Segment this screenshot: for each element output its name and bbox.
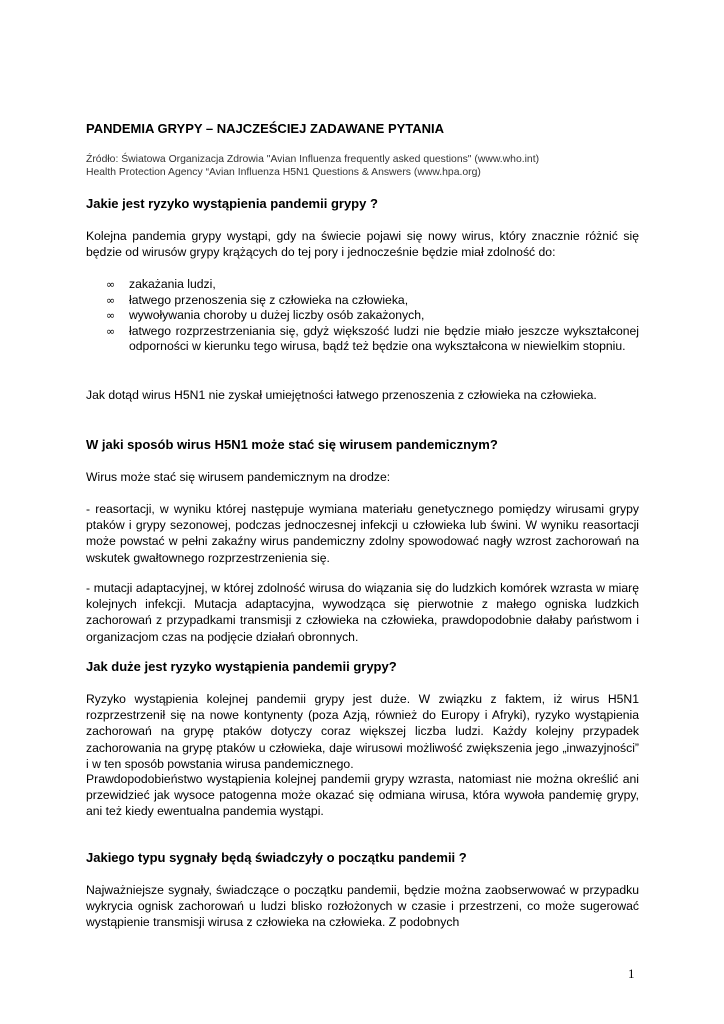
list-item-text: łatwego rozprzestrzeniania się, gdyż większość ludzi nie będzie miało jeszcze wykształconej odporności w kierunku tego wirusa, bądź też będzie ona wykształcona w niewielkim stopniu.	[129, 323, 639, 354]
list-item	[86, 324, 639, 355]
infinity-bullet-icon: ∞	[106, 278, 116, 291]
list-item-text: wywoływania choroby u dużej liczby osób zakażonych,	[129, 308, 425, 323]
source-line-who: Źródło: Światowa Organizacja Zdrowia "Avian Influenza frequently asked questions" (www.who.int)	[86, 154, 540, 165]
section-3-paragraph-1: Ryzyko wystąpienia kolejnej pandemii grypy jest duże. W związku z faktem, iż wirus H5N1 rozprzestrzenił się na nowe kontynenty (poza Azją, również do Europy i Afryki), ryzyko wystąpienia zachorowań na grypę ptaków dotyczy coraz większej liczba ludzi. Każdy kolejny przypadek zachorowania na grypę ptaków u człowieka, daje wirusowi możliwość zwiększenia jego „inwazyjności” i w ten sposób powstania wirusa pandemicznego.	[86, 692, 639, 771]
section-4-paragraph-1: Najważniejsze sygnały, świadczące o początku pandemii, będzie można zaobserwować w przypadku wykrycia ognisk zachorowań u ludzi blisko rozłożonych w czasie i przestrzeni, co może sugerować wystąpienie transmisji wirusa z człowieka na człowieka. Z podobnych	[86, 883, 639, 930]
list-item	[86, 293, 639, 309]
section-2-paragraph-reassortment: - reasortacji, w wyniku której następuje wymiana materiału genetycznego pomiędzy wirusami grypy ptaków i grypy sezonowej, podczas jednoczesnej infekcji u człowieka lub świni. W wyniku reasortacji może powstać w pełni zakaźny wirus pandemiczny zdolny spowodować nagły wzrost zachorowań na wskutek gwałtownego rozprzestrzenienia się.	[86, 502, 639, 565]
source-note	[86, 153, 639, 179]
list-item-text: łatwego przenoszenia się z człowieka na człowieka,	[129, 292, 409, 307]
section-heading-risk-size: Jak duże jest ryzyko wystąpienia pandemii grypy?	[86, 659, 397, 674]
list-item	[86, 308, 639, 324]
section-1-outro: Jak dotąd wirus H5N1 nie zyskał umiejętności łatwego przenoszenia z człowieka na człowieka.	[86, 388, 597, 402]
section-1-intro: Kolejna pandemia grypy wystąpi, gdy na świecie pojawi się nowy wirus, który znacznie różnić się będzie od wirusów grypy krążących do tej pory i jednocześnie będzie miał zdolność do:	[86, 229, 639, 260]
infinity-bullet-icon: ∞	[106, 324, 116, 338]
infinity-bullet-icon: ∞	[106, 293, 116, 307]
infinity-bullet-icon: ∞	[106, 309, 116, 323]
section-2-paragraph-mutation: - mutacji adaptacyjnej, w której zdolność wirusa do wiązania się do ludzkich komórek wzrasta w miarę kolejnych infekcji. Mutacja adaptacyjna, wywodząca się pierwotnie z małego ogniska ludzkich zachorowań z przypadkami transmisji z człowieka na człowieka, prawdopodobnie dałaby państwom i organizacjom czas na podjęcie działań obronnych.	[86, 581, 639, 644]
page-title: PANDEMIA GRYPY – NAJCZEŚCIEJ ZADAWANE PYTANIA	[86, 121, 445, 136]
list-item	[86, 277, 639, 293]
section-heading-pandemic-signals: Jakiego typu sygnały będą świadczyły o początku pandemii ?	[86, 850, 467, 865]
section-2-paragraph-1: Wirus może stać się wirusem pandemicznym na drodze:	[86, 470, 391, 484]
ability-list	[86, 277, 639, 355]
section-heading-h5n1-pandemic: W jaki sposób wirus H5N1 może stać się wirusem pandemicznym?	[86, 437, 498, 452]
page-number: 1	[628, 966, 635, 981]
section-heading-pandemic-risk: Jakie jest ryzyko wystąpienia pandemii grypy ?	[86, 196, 378, 211]
section-3-paragraph-2: Prawdopodobieństwo wystąpienia kolejnej pandemii grypy wzrasta, natomiast nie można określić ani przewidzieć jak wysoce patogenna może okazać się odmiana wirusa, która wywoła pandemię grypy, ani też kiedy ewentualna pandemia wystąpi.	[86, 772, 639, 819]
source-line-hpa: Health Protection Agency “Avian Influenza H5N1 Questions & Answers (www.hpa.org)	[86, 167, 481, 178]
list-item-text: zakażania ludzi,	[129, 277, 216, 291]
